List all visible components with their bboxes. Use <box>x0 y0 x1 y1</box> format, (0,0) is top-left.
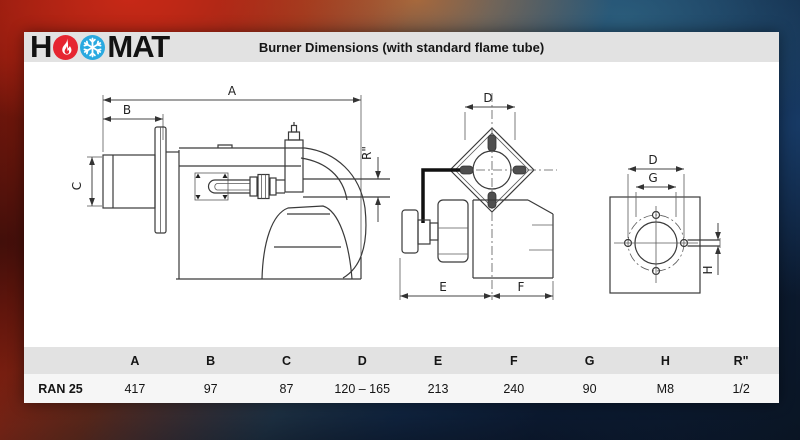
dim-label-a: A <box>227 84 237 98</box>
datasheet-panel <box>24 29 779 403</box>
column-header: E <box>433 353 443 368</box>
flange-view-drawing <box>610 153 720 293</box>
dimension-value: M8 <box>656 381 675 396</box>
model-name: RAN 25 <box>38 381 83 396</box>
dimensions-table <box>24 347 779 403</box>
dim-label-g: G <box>648 171 658 185</box>
dim-label-r: R" <box>360 146 374 160</box>
dimension-value: 87 <box>279 381 294 396</box>
dim-label-h: H <box>701 265 715 275</box>
dimension-value: 90 <box>582 381 597 396</box>
snowflake-icon <box>80 35 105 60</box>
table-header-row <box>24 347 779 374</box>
technical-drawings <box>24 62 779 347</box>
column-header: R" <box>733 353 749 368</box>
side-view-drawing <box>70 84 390 279</box>
dim-label-b: B <box>122 103 132 117</box>
dimension-value: 240 <box>503 381 525 396</box>
column-header: F <box>509 353 518 368</box>
brand-logo <box>30 29 170 64</box>
page-title: Burner Dimensions (with standard flame tube) <box>258 39 545 55</box>
dim-label-d-front: D <box>483 91 493 105</box>
dimension-value: 213 <box>427 381 449 396</box>
flame-icon <box>53 35 78 60</box>
column-header: H <box>660 353 670 368</box>
column-header: A <box>130 353 140 368</box>
dim-label-e: E <box>439 280 447 294</box>
model-header-cell <box>24 347 97 374</box>
dimension-value: 417 <box>124 381 146 396</box>
dim-label-c: C <box>70 181 84 191</box>
front-view-drawing <box>400 91 557 300</box>
table-row <box>24 374 779 403</box>
column-header: D <box>357 353 367 368</box>
column-header: C <box>281 353 291 368</box>
dim-label-d-flange: D <box>648 153 658 167</box>
dim-label-f: F <box>517 280 525 294</box>
brand-letter-h: H <box>30 29 52 64</box>
dimension-value: 97 <box>203 381 218 396</box>
dimension-value: 120 – 165 <box>334 381 391 396</box>
dimension-value: 1/2 <box>732 381 750 396</box>
column-header: G <box>584 353 595 368</box>
header-bar <box>24 29 779 64</box>
brand-letters-mat: MAT <box>107 29 170 64</box>
column-header: B <box>206 353 216 368</box>
